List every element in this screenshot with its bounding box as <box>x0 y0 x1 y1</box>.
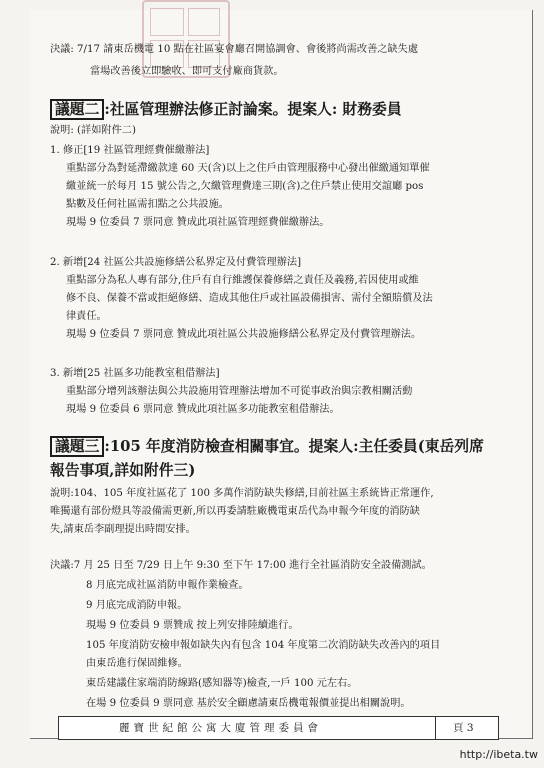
agenda-item-3-heading <box>50 436 484 457</box>
point-1-line: 點數及任何社區需扣點之公共設施。 <box>66 199 229 210</box>
document-body <box>50 0 520 716</box>
page-number: 頁 3 <box>453 722 474 734</box>
item-3-decision-line: 8 月底完成社區消防申報作業檢查。 <box>86 580 249 591</box>
point-2-line: 現場 9 位委員 7 票同意 贊成此項社區公共設施修繕公私界定及付費管理辦法。 <box>66 329 422 340</box>
agenda-item-2-heading <box>50 99 402 120</box>
item-3-desc: 唯獨還有部份燈具等設備需更新,所以再委請駐廠機電東岳代為申報今年度的消防缺 <box>50 506 420 517</box>
point-3-line: 現場 9 位委員 6 票同意 贊成此項社區多功能教室租借辦法。 <box>66 404 340 415</box>
item-3-decision-line: 105 年度消防安檢申報如缺失內有包含 104 年度第二次消防缺失改善內的項目 <box>86 640 441 651</box>
point-3-head: 3. 新增[25 社區多功能教室租借辦法] <box>50 368 220 379</box>
item-3-decision-line: 在場 9 位委員 9 票同意 基於安全顧慮請東岳機電報價並提出相關說明。 <box>86 698 411 709</box>
agenda-item-2-note: 說明: (詳如附件二) <box>50 125 136 136</box>
item-3-decision-line: 現場 9 位委員 9 票贊成 按上列安排陸續進行。 <box>86 620 299 631</box>
footer-divider <box>435 717 436 739</box>
committee-name: 麗寶世紀館公寓大廈管理委員會 <box>119 722 322 734</box>
point-1-head: 1. 修正[19 社區管理經費催繳辦法] <box>50 145 210 156</box>
agenda-item-3-title-2: 報告事項,詳如附件三) <box>50 462 196 479</box>
agenda-tag-3: 議題三 <box>50 436 104 457</box>
item-3-decision-head: 決議:7 月 25 日至 7/29 日上午 9:30 至下午 17:00 進行全社區消防安全設備測試。 <box>50 560 432 571</box>
point-2-head: 2. 新增[24 社區公共設施修繕公私界定及付費管理辦法] <box>50 257 302 268</box>
resolution-line-2: 當場改善後立即驗收、即可支付廠商貨款。 <box>90 66 284 77</box>
item-3-decision-line: 由東岳進行保固維修。 <box>86 658 188 669</box>
point-1-line: 現場 9 位委員 7 票同意 贊成此項社區管理經費催繳辦法。 <box>66 217 330 228</box>
point-2-line: 律責任。 <box>66 311 107 322</box>
point-1-line: 繳並統一於每月 15 號公告之,欠繳管理費達三期(含)之住戶禁止使用交誼廳 pos <box>66 181 424 192</box>
point-2-line: 重點部分為私人專有部分,住戶有自行維護保養修繕之責任及義務,若因使用或維 <box>66 275 419 286</box>
point-3-line: 重點部分增列該辦法與公共設施用管理辦法增加不可從事政治與宗教相關活動 <box>66 386 413 397</box>
page-footer <box>58 716 499 740</box>
item-3-desc: 說明:104、105 年度社區花了 100 多萬作消防缺失修繕,目前社區主系統皆正常運作, <box>50 488 434 499</box>
agenda-tag-2: 議題二 <box>50 99 104 120</box>
point-1-line: 重點部分為對延滯繳款達 60 天(含)以上之住戶由管理服務中心發出催繳通知單催 <box>66 163 430 174</box>
item-3-decision-line: 東岳建議住家端消防線路(感知器等)檢查,一戶 100 元左右。 <box>86 678 358 689</box>
item-3-desc: 失,請東岳李副理提出時間安排。 <box>50 524 196 535</box>
item-3-decision-line: 9 月底完成消防申報。 <box>86 600 188 611</box>
source-watermark: http://ibeta.tw <box>459 748 538 761</box>
agenda-item-3-title-1: :105 年度消防檢查相關事宜。提案人:主任委員(東岳列席 <box>104 438 484 455</box>
point-2-line: 修不良、保養不當或拒絕修繕、造成其他住戶或社區設備損害、需付全額賠償及法 <box>66 293 433 304</box>
agenda-item-2-title: :社區管理辦法修正討論案。提案人: 財務委員 <box>104 101 402 118</box>
resolution-line-1: 決議: 7/17 請東岳機電 10 點在社區宴會廳召開協調會、會後將尚需改善之缺失處 <box>50 44 419 55</box>
